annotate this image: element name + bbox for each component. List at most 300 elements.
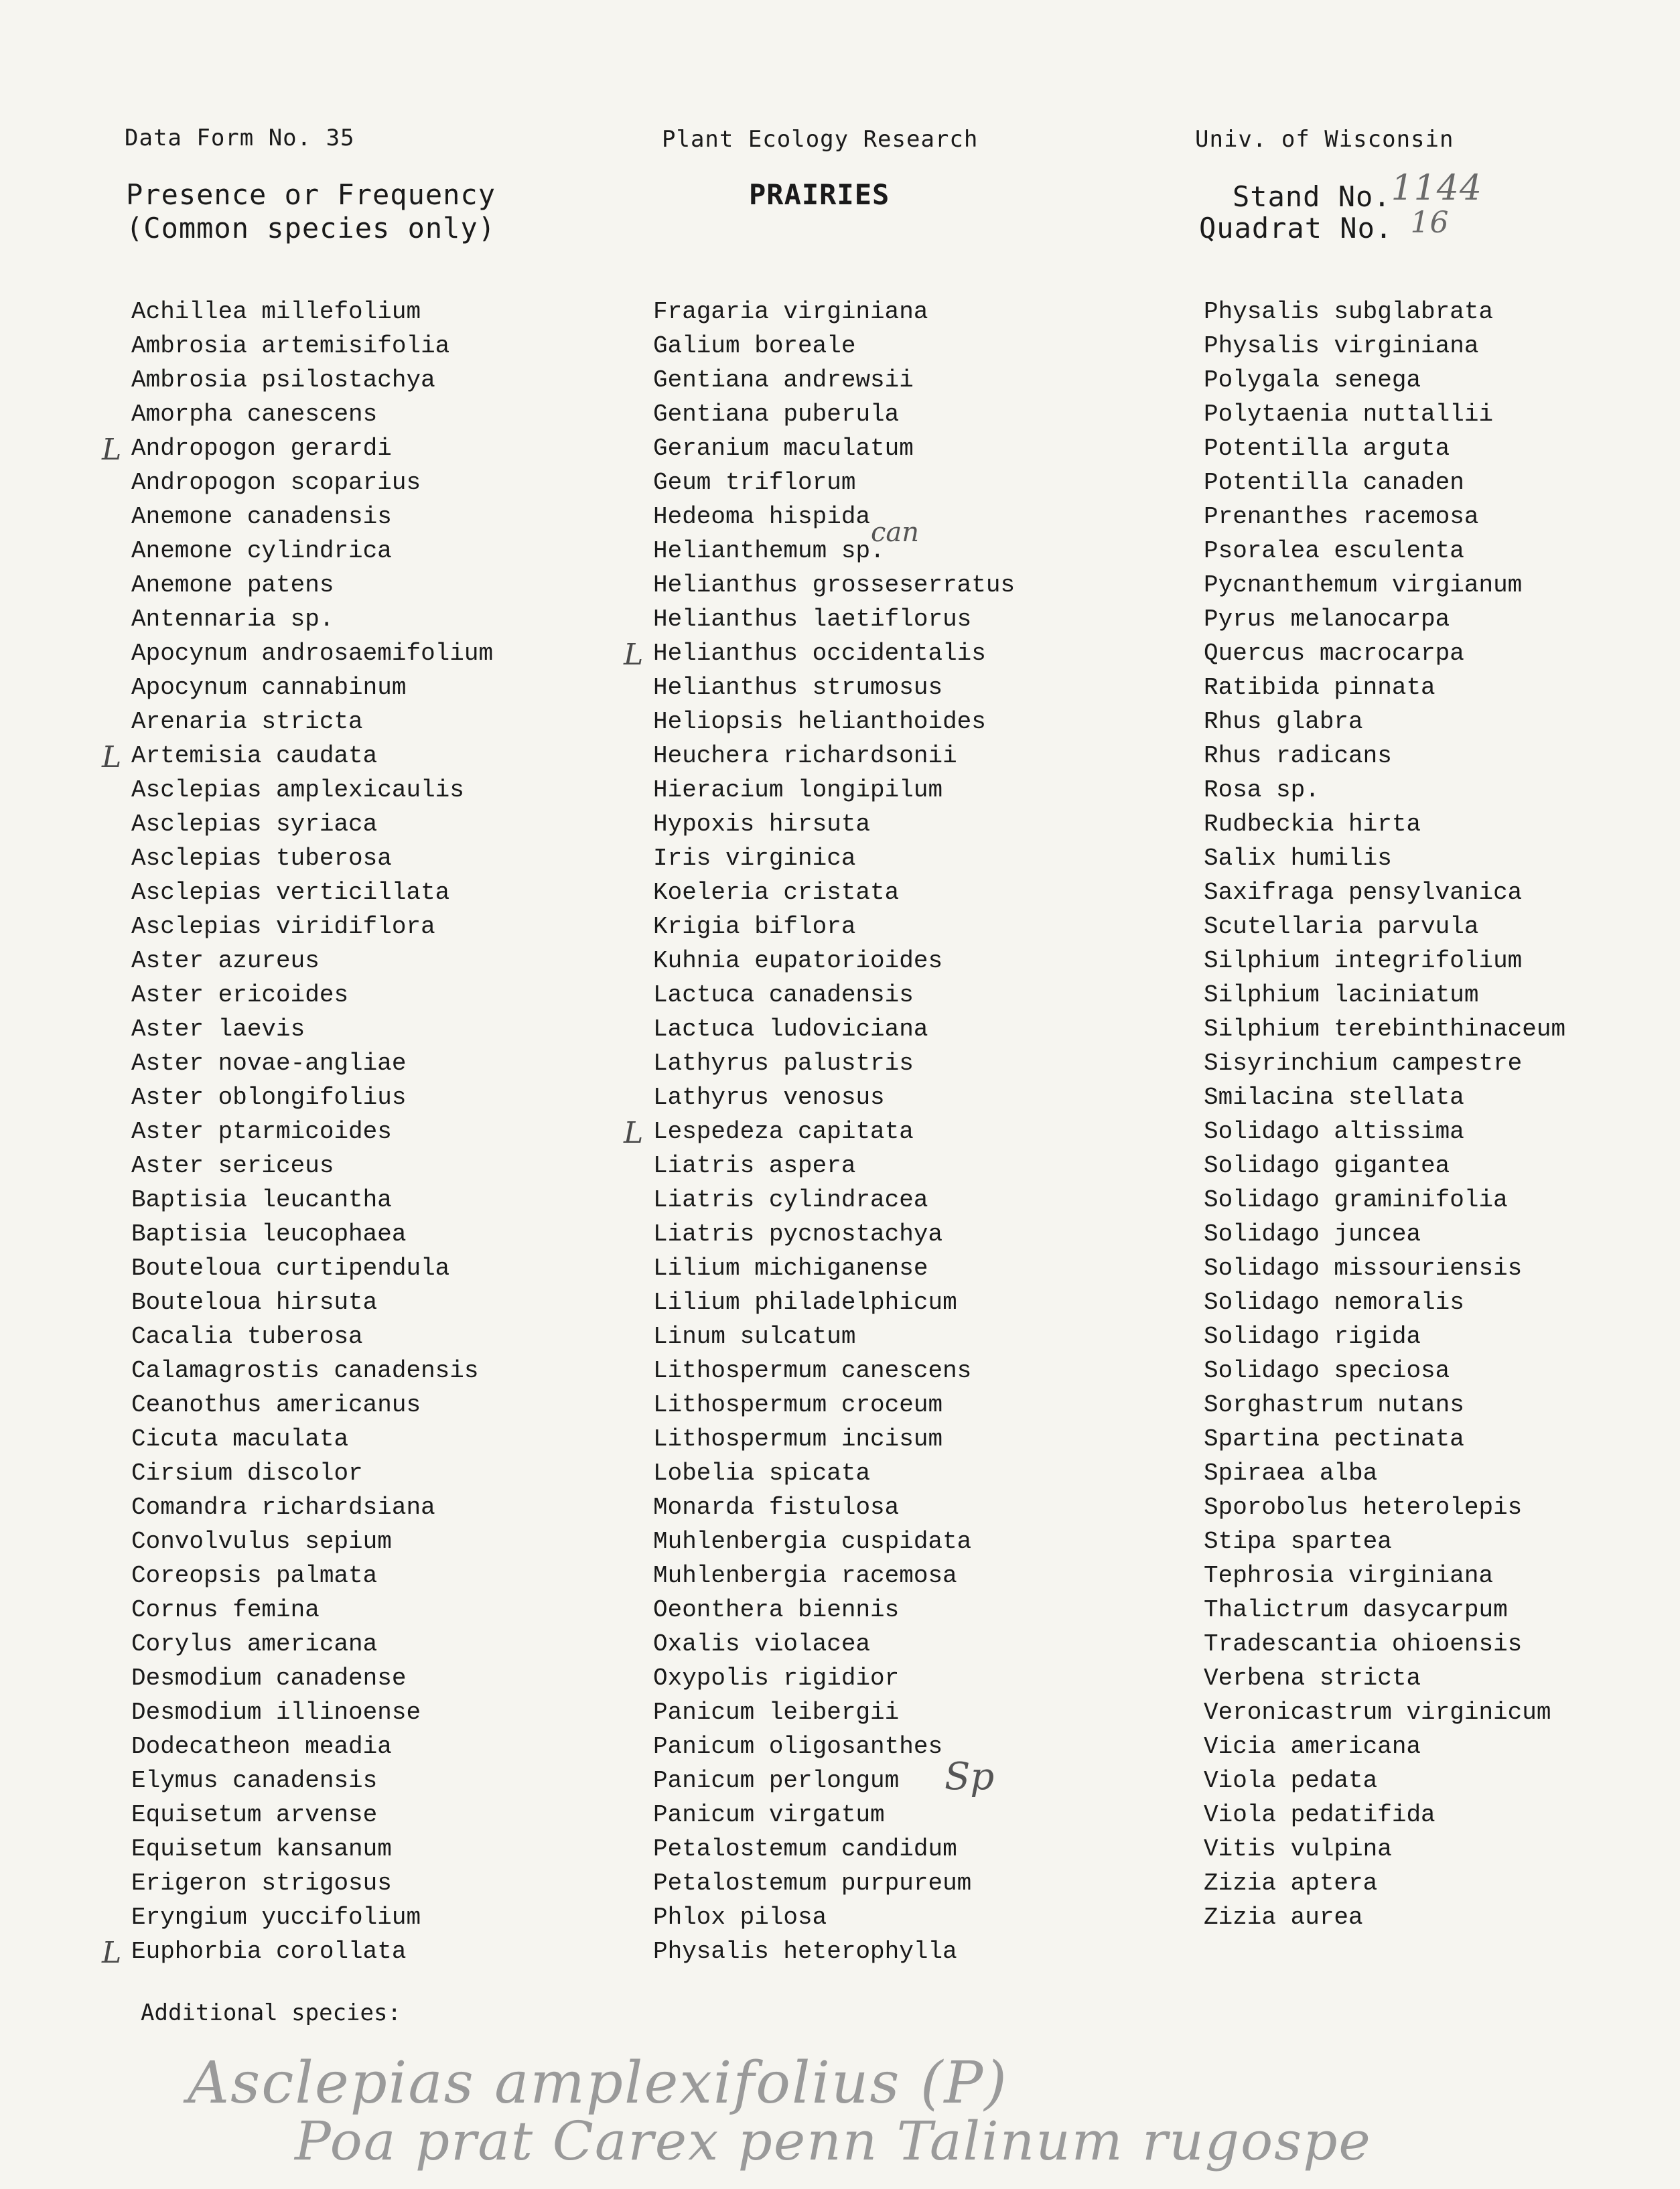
species-name: Apocynum androsaemifolium	[131, 640, 494, 667]
species-item	[1204, 1627, 1565, 1661]
species-item	[1204, 1388, 1565, 1422]
species-item	[131, 1729, 493, 1764]
species-name: Helianthus laetiflorus	[653, 606, 972, 633]
check-mark: L	[102, 740, 122, 774]
species-name: Equisetum arvense	[131, 1801, 378, 1829]
species-name: Solidago missouriensis	[1204, 1255, 1523, 1282]
species-item	[1204, 295, 1565, 329]
species-item	[1204, 534, 1565, 568]
species-item	[131, 1764, 493, 1798]
species-item	[653, 1866, 1015, 1900]
species-item	[1204, 363, 1565, 397]
species-name: Artemisia caudata	[131, 742, 378, 770]
species-item	[1204, 397, 1565, 431]
species-item	[653, 1934, 1015, 1969]
species-item	[1204, 910, 1565, 944]
subtitle	[126, 178, 496, 245]
species-item	[131, 466, 493, 500]
species-name: Petalostemum purpureum	[653, 1869, 972, 1897]
species-item	[1204, 1729, 1565, 1764]
species-name: Rosa sp.	[1204, 776, 1320, 804]
species-name: Panicum oligosanthes	[653, 1733, 943, 1760]
species-item	[653, 568, 1015, 602]
species-name: Sporobolus heterolepis	[1204, 1494, 1523, 1521]
species-name: Lobelia spicata	[653, 1460, 871, 1487]
helianthemum-annotation: can	[871, 517, 920, 548]
species-name: Sisyrinchium campestre	[1204, 1050, 1523, 1077]
species-name: Silphium laciniatum	[1204, 981, 1479, 1009]
species-item	[1204, 1012, 1565, 1046]
species-name: Veronicastrum virginicum	[1204, 1699, 1551, 1726]
species-name: Ceanothus americanus	[131, 1391, 421, 1419]
species-name: Spartina pectinata	[1204, 1425, 1464, 1453]
subtitle-line-1: Presence or Frequency	[126, 178, 496, 211]
species-item	[131, 602, 493, 636]
species-name: Desmodium canadense	[131, 1665, 407, 1692]
species-item	[131, 841, 493, 875]
species-item	[653, 1388, 1015, 1422]
species-item	[1204, 1422, 1565, 1456]
species-item	[653, 602, 1015, 636]
species-name: Dodecatheon meadia	[131, 1733, 392, 1760]
species-name: Solidago altissima	[1204, 1118, 1464, 1145]
species-name: Baptisia leucophaea	[131, 1220, 407, 1248]
species-item	[653, 500, 1015, 534]
species-name: Asclepias syriaca	[131, 810, 378, 838]
species-name: Equisetum kansanum	[131, 1835, 392, 1863]
species-item	[131, 1354, 493, 1388]
species-item	[653, 1490, 1015, 1525]
species-name: Heliopsis helianthoides	[653, 708, 986, 735]
species-item	[1204, 1149, 1565, 1183]
species-item	[131, 1422, 493, 1456]
species-item	[131, 636, 493, 670]
species-name: Cirsium discolor	[131, 1460, 363, 1487]
species-item	[131, 1900, 493, 1934]
species-name: Lespedeza capitata	[653, 1118, 914, 1145]
species-item	[131, 534, 493, 568]
species-name: Panicum leibergii	[653, 1699, 900, 1726]
species-item	[131, 1525, 493, 1559]
subtitle-line-2: (Common species only)	[126, 212, 496, 244]
species-name: Pycnanthemum virgianum	[1204, 571, 1523, 599]
species-name: Calamagrostis canadensis	[131, 1357, 479, 1385]
species-name: Rudbeckia hirta	[1204, 810, 1421, 838]
species-name: Lathyrus venosus	[653, 1084, 885, 1111]
species-name: Gentiana andrewsii	[653, 366, 914, 394]
species-name: Aster laevis	[131, 1015, 305, 1043]
species-item	[1204, 1251, 1565, 1285]
species-item	[1204, 807, 1565, 841]
species-name: Cicuta maculata	[131, 1425, 349, 1453]
species-name: Gentiana puberula	[653, 401, 900, 428]
species-name: Tephrosia virginiana	[1204, 1562, 1494, 1590]
species-item	[653, 1661, 1015, 1695]
species-item	[131, 773, 493, 807]
species-item	[1204, 1490, 1565, 1525]
species-name: Smilacina stellata	[1204, 1084, 1464, 1111]
species-item	[1204, 1285, 1565, 1320]
species-name: Lathyrus palustris	[653, 1050, 914, 1077]
species-name: Euphorbia corollata	[131, 1938, 407, 1965]
species-item	[131, 1627, 493, 1661]
species-item	[1204, 773, 1565, 807]
species-item	[1204, 944, 1565, 978]
species-item	[653, 1525, 1015, 1559]
species-name: Vitis vulpina	[1204, 1835, 1392, 1863]
species-item	[653, 431, 1015, 466]
species-item	[1204, 1354, 1565, 1388]
species-name: Bouteloua curtipendula	[131, 1255, 450, 1282]
species-item	[131, 705, 493, 739]
check-mark: L	[102, 1936, 122, 1970]
species-name: Vicia americana	[1204, 1733, 1421, 1760]
species-item	[131, 978, 493, 1012]
species-item	[131, 1388, 493, 1422]
species-name: Solidago juncea	[1204, 1220, 1421, 1248]
species-name: Rhus glabra	[1204, 708, 1363, 735]
species-name: Cacalia tuberosa	[131, 1323, 363, 1350]
species-name: Silphium terebinthinaceum	[1204, 1015, 1566, 1043]
species-name: Helianthus strumosus	[653, 674, 943, 701]
species-name: Potentilla arguta	[1204, 435, 1450, 462]
species-name: Aster azureus	[131, 947, 320, 975]
species-item	[131, 397, 493, 431]
species-name: Stipa spartea	[1204, 1528, 1392, 1555]
species-item	[653, 875, 1015, 910]
species-item	[131, 1832, 493, 1866]
quadrat-number	[1199, 206, 1450, 245]
species-name: Quercus macrocarpa	[1204, 640, 1464, 667]
form-number: Data Form No. 35	[125, 125, 355, 151]
species-item	[131, 1183, 493, 1217]
species-item	[653, 1559, 1015, 1593]
species-name: Potentilla canaden	[1204, 469, 1464, 496]
species-item	[653, 807, 1015, 841]
species-name: Zizia aurea	[1204, 1904, 1363, 1931]
species-name: Liatris cylindracea	[653, 1186, 928, 1214]
species-name: Aster novae-angliae	[131, 1050, 407, 1077]
species-item	[1204, 739, 1565, 773]
species-item	[1204, 1046, 1565, 1080]
species-column-3	[1204, 295, 1565, 1934]
species-name: Lithospermum incisum	[653, 1425, 943, 1453]
species-item	[653, 363, 1015, 397]
species-item	[653, 1012, 1015, 1046]
species-item	[131, 875, 493, 910]
stand-value: 1144	[1391, 168, 1482, 208]
species-name: Achillea millefolium	[131, 298, 421, 326]
species-item	[131, 1320, 493, 1354]
species-name: Panicum virgatum	[653, 1801, 885, 1829]
species-item	[653, 841, 1015, 875]
species-item	[1204, 1080, 1565, 1115]
species-item	[1204, 1661, 1565, 1695]
panicum-annotation: Sp	[944, 1755, 995, 1798]
species-item	[1204, 1764, 1565, 1798]
species-name: Hypoxis hirsuta	[653, 810, 871, 838]
species-item	[131, 295, 493, 329]
additional-species-line-1: Asclepias amplexifolius (P)	[188, 2050, 1008, 2117]
species-item	[131, 1115, 493, 1149]
species-item	[131, 500, 493, 534]
species-name: Silphium integrifolium	[1204, 947, 1523, 975]
species-name: Verbena stricta	[1204, 1665, 1421, 1692]
species-item	[653, 329, 1015, 363]
species-name: Asclepias tuberosa	[131, 845, 392, 872]
species-item	[653, 1354, 1015, 1388]
section-title: PRAIRIES	[749, 178, 890, 211]
species-item	[653, 1798, 1015, 1832]
species-item	[653, 1900, 1015, 1934]
species-item	[102, 431, 493, 467]
species-item	[653, 1285, 1015, 1320]
species-name: Liatris aspera	[653, 1152, 856, 1180]
species-item	[653, 1251, 1015, 1285]
species-name: Asclepias amplexicaulis	[131, 776, 464, 804]
species-item	[131, 670, 493, 705]
species-name: Antennaria sp.	[131, 606, 334, 633]
species-item	[653, 1695, 1015, 1729]
species-item	[1204, 602, 1565, 636]
species-name: Iris virginica	[653, 845, 856, 872]
species-item	[131, 363, 493, 397]
species-name: Comandra richardsiana	[131, 1494, 435, 1521]
species-item	[1204, 841, 1565, 875]
species-item	[653, 1456, 1015, 1490]
species-item	[131, 1593, 493, 1627]
species-item	[1204, 1320, 1565, 1354]
species-name: Fragaria virginiana	[653, 298, 928, 326]
species-item	[1204, 1456, 1565, 1490]
species-name: Aster sericeus	[131, 1152, 334, 1180]
species-name: Scutellaria parvula	[1204, 913, 1479, 940]
species-item	[131, 1251, 493, 1285]
species-item	[653, 910, 1015, 944]
species-name: Apocynum cannabinum	[131, 674, 407, 701]
stand-label: Stand No.	[1233, 180, 1391, 213]
species-name: Psoralea esculenta	[1204, 537, 1464, 565]
species-item	[1204, 1798, 1565, 1832]
species-item	[653, 1046, 1015, 1080]
species-name: Muhlenbergia cuspidata	[653, 1528, 972, 1555]
species-item	[131, 1012, 493, 1046]
species-name: Ratibida pinnata	[1204, 674, 1436, 701]
species-name: Spiraea alba	[1204, 1460, 1378, 1487]
species-name: Solidago graminifolia	[1204, 1186, 1508, 1214]
quadrat-value: 16	[1410, 206, 1450, 240]
species-name: Liatris pycnostachya	[653, 1220, 943, 1248]
species-name: Panicum perlongum	[653, 1767, 900, 1794]
species-item	[131, 1285, 493, 1320]
species-item	[1204, 1217, 1565, 1251]
species-item	[102, 1934, 493, 1970]
species-name: Coreopsis palmata	[131, 1562, 378, 1590]
species-item	[653, 1320, 1015, 1354]
species-name: Solidago speciosa	[1204, 1357, 1450, 1385]
species-item	[1204, 636, 1565, 670]
species-item	[1204, 978, 1565, 1012]
species-name: Zizia aptera	[1204, 1869, 1378, 1897]
species-item	[1204, 1115, 1565, 1149]
species-item	[653, 534, 1015, 568]
species-item	[624, 636, 1015, 672]
species-item	[1204, 875, 1565, 910]
check-mark: L	[624, 638, 644, 672]
species-name: Lilium philadelphicum	[653, 1289, 957, 1316]
quadrat-label: Quadrat No.	[1199, 212, 1393, 244]
species-item	[1204, 1832, 1565, 1866]
species-item	[624, 1115, 1015, 1150]
species-name: Monarda fistulosa	[653, 1494, 900, 1521]
species-name: Asclepias verticillata	[131, 879, 450, 906]
species-name: Aster ericoides	[131, 981, 349, 1009]
species-item	[1204, 500, 1565, 534]
species-name: Bouteloua hirsuta	[131, 1289, 378, 1316]
species-name: Lactuca canadensis	[653, 981, 914, 1009]
species-item	[653, 397, 1015, 431]
species-item	[131, 1490, 493, 1525]
species-item	[653, 944, 1015, 978]
species-item	[131, 1559, 493, 1593]
species-name: Geranium maculatum	[653, 435, 914, 462]
species-item	[131, 910, 493, 944]
species-name: Tradescantia ohioensis	[1204, 1630, 1523, 1658]
species-item	[1204, 670, 1565, 705]
species-item	[131, 329, 493, 363]
species-item	[131, 1866, 493, 1900]
species-name: Eryngium yuccifolium	[131, 1904, 421, 1931]
species-item	[653, 466, 1015, 500]
species-name: Kuhnia eupatorioides	[653, 947, 943, 975]
species-name: Desmodium illinoense	[131, 1699, 421, 1726]
species-name: Corylus americana	[131, 1630, 378, 1658]
species-name: Lilium michiganense	[653, 1255, 928, 1282]
species-name: Polytaenia nuttallii	[1204, 401, 1494, 428]
species-item	[1204, 705, 1565, 739]
species-name: Cornus femina	[131, 1596, 320, 1624]
species-name: Andropogon scoparius	[131, 469, 421, 496]
species-item	[131, 1217, 493, 1251]
species-name: Krigia biflora	[653, 913, 856, 940]
species-item	[653, 1149, 1015, 1183]
species-name: Sorghastrum nutans	[1204, 1391, 1464, 1419]
species-name: Ambrosia artemisifolia	[131, 332, 450, 360]
species-item	[653, 739, 1015, 773]
species-name: Physalis subglabrata	[1204, 298, 1494, 326]
species-name: Hieracium longipilum	[653, 776, 943, 804]
species-name: Viola pedatifida	[1204, 1801, 1436, 1829]
species-item	[653, 705, 1015, 739]
species-name: Lithospermum croceum	[653, 1391, 943, 1419]
species-name: Andropogon gerardi	[131, 435, 392, 462]
species-item	[131, 1661, 493, 1695]
species-item	[102, 739, 493, 774]
species-column-1	[102, 295, 494, 1970]
species-name: Ambrosia psilostachya	[131, 366, 435, 394]
species-item	[653, 1422, 1015, 1456]
species-item	[131, 1046, 493, 1080]
species-name: Solidago gigantea	[1204, 1152, 1450, 1180]
species-item	[131, 1080, 493, 1115]
species-name: Salix humilis	[1204, 845, 1392, 872]
species-item	[653, 1183, 1015, 1217]
species-name: Anemone patens	[131, 571, 334, 599]
species-name: Polygala senega	[1204, 366, 1421, 394]
species-item	[1204, 431, 1565, 466]
species-item	[1204, 1866, 1565, 1900]
species-name: Saxifraga pensylvanica	[1204, 879, 1523, 906]
species-item	[653, 978, 1015, 1012]
species-item	[653, 670, 1015, 705]
species-name: Hedeoma hispida	[653, 503, 871, 531]
species-item	[1204, 1900, 1565, 1934]
species-name: Aster ptarmicoides	[131, 1118, 392, 1145]
species-name: Oxypolis rigidior	[653, 1665, 900, 1692]
species-name: Lactuca ludoviciana	[653, 1015, 928, 1043]
species-name: Amorpha canescens	[131, 401, 378, 428]
species-item	[131, 1798, 493, 1832]
species-column-2	[624, 295, 1016, 1969]
species-name: Anemone cylindrica	[131, 537, 392, 565]
species-name: Physalis heterophylla	[653, 1938, 957, 1965]
species-name: Geum triflorum	[653, 469, 856, 496]
species-item	[131, 807, 493, 841]
species-name: Helianthus grosseserratus	[653, 571, 1016, 599]
species-item	[131, 944, 493, 978]
species-item	[653, 295, 1015, 329]
species-name: Asclepias viridiflora	[131, 913, 435, 940]
species-name: Phlox pilosa	[653, 1904, 827, 1931]
form-title: Plant Ecology Research	[662, 126, 979, 153]
species-name: Heuchera richardsonii	[653, 742, 957, 770]
check-mark: L	[102, 433, 122, 467]
species-item	[1204, 466, 1565, 500]
check-mark: L	[624, 1116, 644, 1150]
species-name: Erigeron strigosus	[131, 1869, 392, 1897]
species-name: Linum sulcatum	[653, 1323, 856, 1350]
species-name: Galium boreale	[653, 332, 856, 360]
species-name: Physalis virginiana	[1204, 332, 1479, 360]
species-name: Muhlenbergia racemosa	[653, 1562, 957, 1590]
species-name: Arenaria stricta	[131, 708, 363, 735]
species-item	[653, 1593, 1015, 1627]
species-name: Thalictrum dasycarpum	[1204, 1596, 1508, 1624]
species-item	[653, 1627, 1015, 1661]
species-name: Aster oblongifolius	[131, 1084, 407, 1111]
species-name: Helianthus occidentalis	[653, 640, 986, 667]
species-name: Solidago rigida	[1204, 1323, 1421, 1350]
species-item	[653, 1832, 1015, 1866]
species-item	[131, 1695, 493, 1729]
additional-species-line-2: Poa prat Carex penn Talinum rugospe	[295, 2110, 1372, 2172]
species-item	[653, 1217, 1015, 1251]
species-name: Viola pedata	[1204, 1767, 1378, 1794]
species-item	[1204, 1593, 1565, 1627]
species-item	[653, 1080, 1015, 1115]
additional-species-label: Additional species:	[141, 1999, 401, 2026]
species-name: Baptisia leucantha	[131, 1186, 392, 1214]
species-name: Oxalis violacea	[653, 1630, 871, 1658]
species-name: Oeonthera biennis	[653, 1596, 900, 1624]
species-name: Convolvulus sepium	[131, 1528, 392, 1555]
species-item	[131, 568, 493, 602]
species-name: Koeleria cristata	[653, 879, 900, 906]
species-item	[1204, 1695, 1565, 1729]
species-item	[131, 1456, 493, 1490]
species-name: Helianthemum sp.	[653, 537, 885, 565]
species-item	[1204, 1525, 1565, 1559]
